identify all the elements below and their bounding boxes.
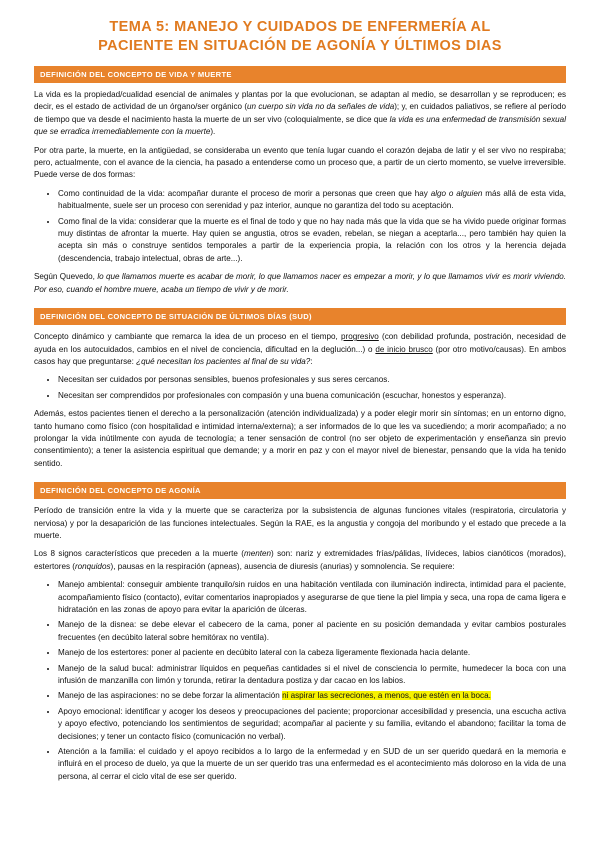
title-line-1: TEMA 5: MANEJO Y CUIDADOS DE ENFERMERÍA AL: [109, 19, 491, 35]
paragraph: Concepto dinámico y cambiante que remarca la idea de un proceso en el tiempo, progresivo (con debilidad profunda, postración, necesidad de ayuda en los autocuidados, cambios en el nivel de conciencia, dificultad en la deglución...) o de inicio brusco (por otro motivo/causas). En ambos casos hay que preguntarse: ¿qué necesitan los pacientes al final de su vida?:: [34, 332, 567, 366]
section-header-agonia: DEFINICIÓN DEL CONCEPTO DE AGONÍA: [34, 482, 566, 499]
list-item: • Como continuidad de la vida: acompañar durante el proceso de morir a personas que creen que hay algo o alguien más allá de esta vida, habitualmente, suele ser un proceso con serenidad y paz interior, aunque no garantiza del todo su aceptación.: [58, 188, 566, 213]
list-item: • Atención a la familia: el cuidado y el apoyo recibidos a lo largo de la enfermedad y en SUD de un ser querido quedará en la memoria e influirá en el proceso de duelo, ya que la muerte de un ser querido tras una enfermedad es el acontecimiento más doloroso en la vida de una persona, al cerrar el ciclo vital de ese ser querido.: [58, 746, 566, 783]
list-item: • Necesitan ser cuidados por personas sensibles, buenos profesionales y sus seres cercanos.: [58, 374, 566, 386]
list-item: • Como final de la vida: considerar que la muerte es el final de todo y que no hay nada más que la vida que se ha vivido puede originar formas muy distintas de afrontar la muerte. Hay quien se angustia, otros se evaden, rebelan, se niegan a aceptarla..., pero también hay quien la acepta sin más o construye sentidos temporales a partir de la experiencia propia, la relación con los otros y la herencia dejada (descendencia, trabajo intelectual, obras de arte...).: [58, 216, 566, 266]
list-item: • Manejo de las aspiraciones: no se debe forzar la alimentación ni aspirar las secreciones, a menos, que estén en la boca.: [58, 690, 566, 702]
list-item: • Necesitan ser comprendidos por profesionales con compasión y una buena comunicación (escuchar, honestos y esperanza).: [58, 390, 566, 402]
section-header-sud: DEFINICIÓN DEL CONCEPTO DE SITUACIÓN DE ÚLTIMOS DÍAS (SUD): [34, 308, 566, 325]
paragraph: Además, estos pacientes tienen el derecho a la personalización (atención individualizada) y a poder elegir morir sin síntomas; en un entorno digno, tanto humano como físico (con hospitalidad e intimidad interna/externa); a ser informados de lo que les va sucediendo; a morir acompañado; a no prolongar la vida inútilmente con ayuda de tecnología; a tener sensación de control (no ser objeto de experimentación y enseñanza sin previo consentimiento); a tener la asistencia espiritual que demande; y a morir en paz y con el mayor nivel de bienestar, pensando que la vida ha tenido sentido.: [34, 409, 566, 468]
list-item: • Manejo de la salud bucal: administrar líquidos en pequeñas cantidades si el nivel de consciencia lo permite, humedecer la boca con una infusión de manzanilla con limón y torunda, retirar la dentadura postiza y dar cacao en los labios.: [58, 663, 566, 688]
page-title: [34, 18, 566, 56]
list-item: • Manejo de los estertores: poner al paciente en decúbito lateral con la cabeza ligeramente flexionada hacia delante.: [58, 647, 566, 659]
paragraph: Por otra parte, la muerte, en la antigüedad, se consideraba un evento que tenía lugar cuando el corazón dejaba de latir y el ser vivo no respiraba; pero, actualmente, con el avance de la ciencia, ha pasado a entenderse como un proceso que, a partir de un cierto momento, se vuelve irreversible. Puede verse de dos formas:: [34, 145, 566, 180]
title-line-2: PACIENTE EN SITUACIÓN DE AGONÍA Y ÚLTIMOS DIAS: [98, 38, 502, 54]
list-item: • Apoyo emocional: identificar y acoger los deseos y preocupaciones del paciente; proporcionar accesibilidad y presencia, una escucha activa y apoyo efectivo, potenciando los sentimientos de seguridad; acompañar al paciente y su familia, evitando el abandono; facilitar la toma de decisiones; y tener un contacto físico (comunicación no verbal).: [58, 706, 566, 743]
quote-paragraph: Según Quevedo, lo que llamamos muerte es acabar de morir, lo que llamamos nacer es empezar a morir, y lo que llamamos vivir es morir viviendo. Por eso, cuando el hombre muere, acaba un tiempo de vivir y de morir.: [34, 272, 566, 294]
highlighted-text: ni aspirar las secreciones, a menos, que estén en la boca.: [282, 691, 491, 701]
bullet-list: [34, 579, 566, 783]
bullet-list: [34, 374, 566, 402]
paragraph: Los 8 signos característicos que preceden a la muerte (menten) son: nariz y extremidades frías/pálidas, lívideces, labios cianóticos (morados), estertores (ronquidos), pausas en la respiración (apneas), ausencia de diuresis (anurias) y somnolencia. Se requiere:: [34, 549, 566, 571]
bullet-list: [34, 188, 566, 265]
section-header-vida-muerte: DEFINICIÓN DEL CONCEPTO DE VIDA Y MUERTE: [34, 66, 566, 83]
list-item: • Manejo de la disnea: se debe elevar el cabecero de la cama, poner al paciente en su posición demandada y evitar cambios posturales frecuentes (en decúbito lateral sobre hemitórax no ventila).: [58, 619, 566, 644]
paragraph: La vida es la propiedad/cualidad esencial de animales y plantas por la que evolucionan, se adaptan al medio, se desarrollan y se reproducen; es decir, es el estado de actividad de un órgano/ser orgánico (un cuerpo sin vida no da señales de vida); y, en cuidados paliativos, se refiere al período de tiempo que va desde el nacimiento hasta la muerte de un ser vivo (coloquialmente, se dice que la vida es una enfermedad de transmisión sexual que se erradica irremediablemente con la muerte).: [34, 90, 566, 137]
paragraph: Período de transición entre la vida y la muerte que se caracteriza por la subsistencia de algunas funciones vitales (respiratoria, circulatoria y nerviosa) y por la desaparición de las funciones intelectuales. Según la RAE, es la angustia y congoja del moribundo y el estado que precede a la muerte.: [34, 506, 566, 540]
list-item: • Manejo ambiental: conseguir ambiente tranquilo/sin ruidos en una habitación ventilada con iluminación indirecta, intimidad para el paciente, acompañamiento físico (contacto), evitar comentarios inapropiados y asegurarse de que tiene la piel limpia y seca, una ropa de cama ligera e hidratación en las zonas de apoyo para evitar la aparición de úlceras.: [58, 579, 566, 616]
